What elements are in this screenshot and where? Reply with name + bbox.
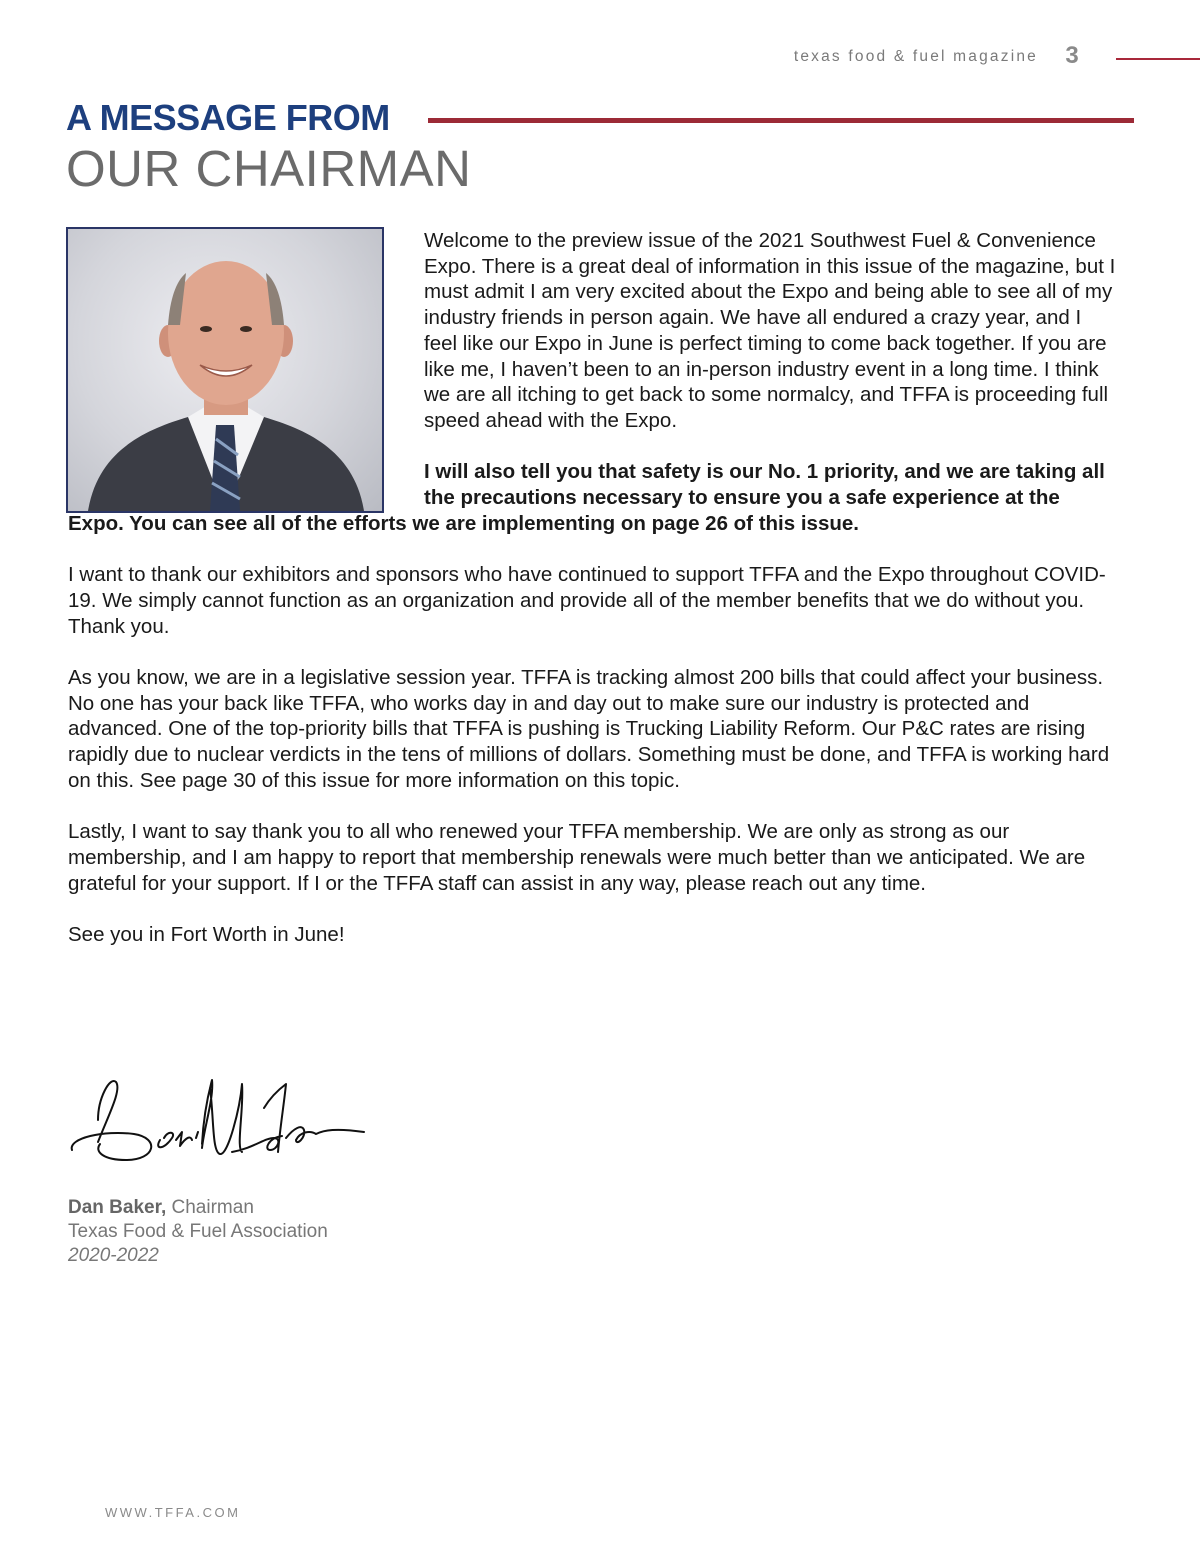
paragraph-welcome: Welcome to the preview issue of the 2021 Southwest Fuel & Convenience Expo. There is a great deal of information in this issue of the magazine, but I must admit I am very excited about the Expo and being able to see all of my industry friends in person again. We have all endured a crazy year, and I feel like our Expo in June is perfect timing to come back together. If you are like me, I haven’t been to an in-person industry event in a long time. I think we are all itching to get back to some normalcy, and TFFA is proceeding full speed ahead with the Expo. (424, 229, 1116, 432)
title-accent-rule (428, 118, 1134, 123)
page-number: 3 (1065, 42, 1079, 69)
signature-icon (64, 1068, 374, 1168)
signer-term-years: 2020-2022 (68, 1245, 159, 1266)
signer-name: Dan Baker, (68, 1197, 167, 1218)
paragraph-safety: I will also tell you that safety is our No. 1 priority, and we are taking all the precautions necessary to ensure you a safe experience at the Expo. You can see all of the efforts we are implementing on page 26 of this issue. (68, 460, 1105, 535)
handwritten-signature (64, 1068, 374, 1173)
paragraph-legislative: As you know, we are in a legislative session year. TFFA is tracking almost 200 bills that could affect your business. No one has your back like TFFA, who works day in and day out to make sure our industry is protected and advanced. One of the top-priority bills that TFFA is pushing is Trucking Liability Reform. Our P&C rates are rising rapidly due to nuclear verdicts in the tens of millions of dollars. Something must be done, and TFFA is working hard on this. See page 30 of this issue for more information on this topic. (68, 665, 1110, 792)
title-line-1: A MESSAGE FROM (66, 97, 390, 138)
paragraph-thanks-exhibitors: I want to thank our exhibitors and sponsors who have continued to support TFFA and the Expo throughout COVID-19. We simply cannot function as an organization and provide all of the member benefits that we do without you. Thank you. (68, 563, 1106, 638)
paragraph-closing: See you in Fort Worth in June! (68, 922, 345, 946)
footer-website: WWW.TFFA.COM (105, 1505, 241, 1520)
title-line-2: OUR CHAIRMAN (66, 140, 472, 197)
signer-role: Chairman (171, 1197, 254, 1218)
signer-organization: Texas Food & Fuel Association (68, 1221, 328, 1242)
letter-body (68, 228, 1118, 973)
signature-name-line (68, 1196, 254, 1220)
paragraph-membership: Lastly, I want to say thank you to all who renewed your TFFA membership. We are only as strong as our membership, and I am happy to report that membership renewals were much better than we anticipated. We are grateful for your support. If I or the TFFA staff can assist in any way, please reach out any time. (68, 820, 1086, 895)
header-publication-name: texas food & fuel magazine (793, 48, 1038, 65)
header-accent-rule (1116, 58, 1200, 60)
